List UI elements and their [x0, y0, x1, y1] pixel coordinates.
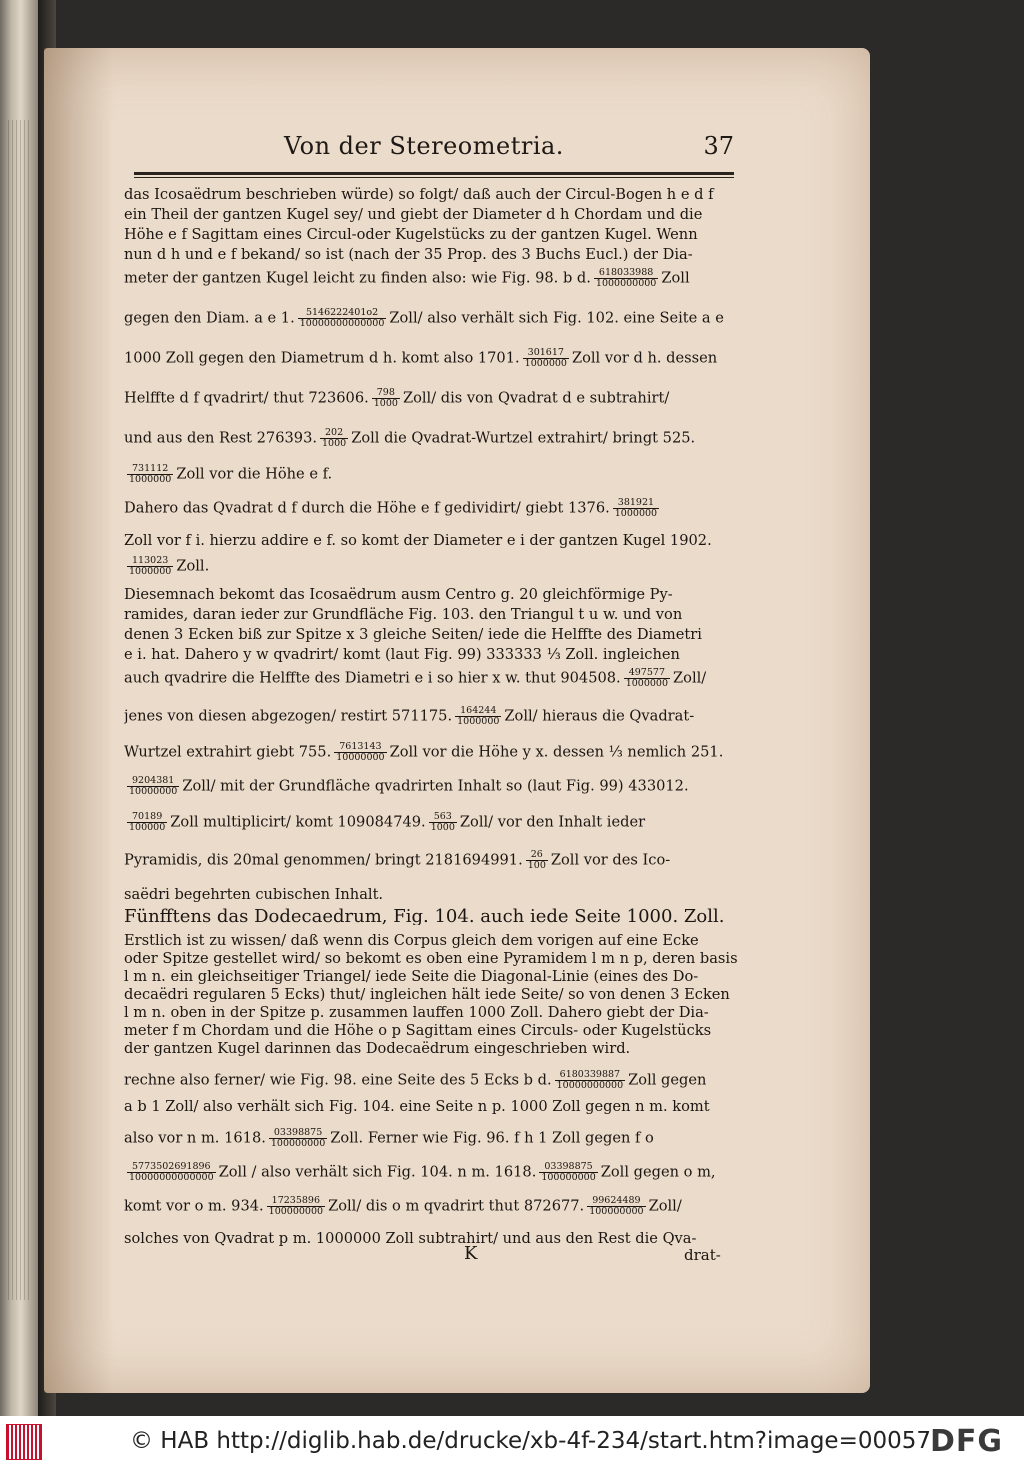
- fraction-denominator: 10000000000000: [129, 1172, 214, 1183]
- fraction: [127, 812, 167, 833]
- line-text: solches von Qvadrat p m. 1000000 Zoll subtrahirt/ und aus den Rest die Qva-: [124, 1230, 697, 1247]
- line-text: Zoll/ dis von Qvadrat d e subtrahirt/: [402, 389, 670, 407]
- page-header: [134, 132, 734, 172]
- fraction-numerator: 164244: [455, 706, 501, 717]
- text-line: [124, 1098, 744, 1115]
- text-line: [124, 464, 744, 485]
- line-text: rechne also ferner/ wie Fig. 98. eine Seite des 5 Ecks b d.: [124, 1071, 552, 1089]
- text-line: [124, 742, 744, 763]
- footer-bar: [0, 1416, 1024, 1466]
- line-text: a b 1 Zoll/ also verhält sich Fig. 104. eine Seite n p. 1000 Zoll gegen n m. komt: [124, 1098, 710, 1115]
- text-line: [124, 932, 744, 949]
- text-line: [124, 646, 744, 663]
- fraction-numerator: 381921: [613, 498, 659, 509]
- fraction: [127, 1162, 216, 1183]
- line-text: jenes von diesen abgezogen/ restirt 571175.: [124, 707, 453, 725]
- line-text: Zoll multiplicirt/ komt 109084749.: [170, 813, 426, 831]
- text-line: [124, 1070, 744, 1091]
- footer-url[interactable]: © HAB http://diglib.hab.de/drucke/xb-4f-234/start.htm?image=00057: [130, 1428, 932, 1454]
- line-text: l m n. ein gleichseitiger Triangel/ iede Seite die Diagonal-Linie (eines des Do-: [124, 968, 699, 985]
- text-line: [124, 606, 744, 623]
- text-line: [124, 776, 744, 797]
- dfg-logo: DFG: [930, 1424, 1004, 1459]
- line-text: Dahero das Qvadrat d f durch die Höhe e f gedividirt/ giebt 1376.: [124, 499, 610, 517]
- header-rule: [134, 172, 734, 175]
- fraction-numerator: 03398875: [539, 1162, 597, 1173]
- fraction-denominator: 100000: [129, 822, 166, 833]
- line-text: Zoll/ dis o m qvadrirt thut 872677.: [328, 1197, 585, 1215]
- text-line: [124, 668, 744, 689]
- text-line: [124, 706, 744, 727]
- line-text: Zoll: [661, 269, 690, 287]
- fraction: [334, 742, 386, 763]
- fraction-denominator: 1000000: [625, 678, 669, 689]
- fraction-numerator: 731112: [127, 464, 173, 475]
- fraction: [523, 348, 569, 369]
- fraction: [455, 706, 501, 727]
- line-text: 1000 Zoll gegen den Diametrum d h. komt also 1701.: [124, 349, 520, 367]
- fraction-denominator: 10000000000000: [299, 318, 385, 329]
- line-text: Diesemnach bekomt das Icosaëdrum ausm Centro g. 20 gleichförmige Py-: [124, 586, 673, 603]
- fraction-numerator: 03398875: [269, 1128, 327, 1139]
- line-text: meter der gantzen Kugel leicht zu finden also: wie Fig. 98. b d.: [124, 269, 591, 287]
- text-line: [124, 586, 744, 603]
- fraction-numerator: 99624489: [587, 1196, 645, 1207]
- header-rule-thin: [134, 177, 734, 178]
- line-text: Zoll/: [673, 669, 707, 687]
- fraction: [127, 556, 173, 577]
- line-text: nun d h und e f bekand/ so ist (nach der 35 Prop. des 3 Buchs Eucl.) der Dia-: [124, 246, 693, 263]
- line-text: denen 3 Ecken biß zur Spitze x 3 gleiche Seiten/ iede die Helffte des Diametri: [124, 626, 702, 643]
- text-line: [124, 226, 744, 243]
- fraction: [298, 308, 387, 329]
- line-text: und aus den Rest 276393.: [124, 429, 317, 447]
- line-text: e i. hat. Dahero y w qvadrirt/ komt (laut Fig. 99) 333333 ⅓ Zoll. ingleichen: [124, 646, 680, 663]
- fraction-numerator: 5773502691896: [127, 1162, 216, 1173]
- line-text: Helffte d f qvadrirt/ thut 723606.: [124, 389, 369, 407]
- line-text: gegen den Diam. a e 1.: [124, 309, 295, 327]
- fraction-numerator: 5146222401o2: [298, 308, 387, 319]
- fraction-numerator: 563: [429, 812, 457, 823]
- fraction-numerator: 26: [526, 850, 548, 861]
- fraction: [555, 1070, 626, 1091]
- fraction-numerator: 618033988: [594, 268, 658, 279]
- text-line: [124, 428, 744, 449]
- fraction-denominator: 1000000: [614, 508, 658, 519]
- line-text: Zoll/ also verhält sich Fig. 102. eine Seite a e: [389, 309, 724, 327]
- fraction: [613, 498, 659, 519]
- line-text: Zoll vor des Ico-: [550, 851, 671, 869]
- text-line: [124, 986, 744, 1003]
- line-text: meter f m Chordam und die Höhe o p Sagittam eines Circuls- oder Kugelstücks: [124, 1022, 712, 1039]
- line-text: Höhe e f Sagittam eines Circul-oder Kugelstücks zu der gantzen Kugel. Wenn: [124, 226, 698, 243]
- fraction-numerator: 6180339887: [555, 1070, 626, 1081]
- signature-mark: K: [464, 1243, 478, 1264]
- line-text: Zoll.: [176, 557, 210, 575]
- fraction-numerator: 7613143: [334, 742, 386, 753]
- fraction-denominator: 1000000: [524, 358, 567, 369]
- text-line: [124, 532, 744, 549]
- fraction-numerator: 70189: [127, 812, 167, 823]
- page-number: 37: [703, 132, 734, 160]
- line-text: Zoll/ mit der Grundfläche qvadrirten Inhalt so (laut Fig. 99) 433012.: [182, 777, 689, 795]
- text-line: [124, 1128, 744, 1149]
- text-line: [124, 1230, 744, 1247]
- text-line: [124, 1004, 744, 1021]
- book-page: [44, 48, 870, 1393]
- fraction: [429, 812, 457, 833]
- fraction-numerator: 301617: [523, 348, 569, 359]
- fraction-denominator: 100000000: [541, 1172, 596, 1183]
- fraction-denominator: 100: [527, 860, 546, 871]
- line-text: Zoll/ hieraus die Qvadrat-: [504, 707, 695, 725]
- text-line: [124, 1196, 744, 1217]
- catchword: drat-: [684, 1246, 721, 1264]
- fraction: [269, 1128, 327, 1149]
- text-line: [124, 968, 744, 985]
- line-text: Pyramidis, dis 20mal genommen/ bringt 2181694991.: [124, 851, 523, 869]
- fraction-numerator: 202: [320, 428, 348, 439]
- line-text: Wurtzel extrahirt giebt 755.: [124, 743, 332, 761]
- text-line: [124, 908, 744, 925]
- line-text: decaëdri regularen 5 Ecks) thut/ ingleichen hält iede Seite/ so von denen 3 Ecken: [124, 986, 730, 1003]
- fraction-denominator: 1000: [430, 822, 455, 833]
- fraction: [539, 1162, 597, 1183]
- text-line: [124, 1022, 744, 1039]
- line-text: ein Theil der gantzen Kugel sey/ und giebt der Diameter d h Chordam und die: [124, 206, 703, 223]
- fraction-denominator: 10000000: [336, 752, 385, 763]
- fraction-denominator: 1000: [322, 438, 347, 449]
- line-text: Zoll / also verhält sich Fig. 104. n m. 1618.: [218, 1163, 537, 1181]
- line-text: auch qvadrire die Helffte des Diametri e i so hier x w. thut 904508.: [124, 669, 621, 687]
- fraction-denominator: 1000: [373, 398, 398, 409]
- line-text: Zoll. Ferner wie Fig. 96. f h 1 Zoll gegen f o: [330, 1129, 654, 1147]
- fraction-denominator: 100000000: [589, 1206, 644, 1217]
- text-line: [124, 308, 744, 329]
- line-text: also vor n m. 1618.: [124, 1129, 266, 1147]
- text-line: [124, 348, 744, 369]
- line-text: Zoll vor d h. dessen: [571, 349, 718, 367]
- fraction: [127, 464, 173, 485]
- text-line: [124, 388, 744, 409]
- text-line: [124, 498, 744, 519]
- line-text: Zoll/: [648, 1197, 682, 1215]
- line-text: Erstlich ist zu wissen/ daß wenn dis Corpus gleich dem vorigen auf eine Ecke: [124, 932, 699, 949]
- line-text: Zoll gegen o m,: [600, 1163, 716, 1181]
- line-text: Zoll vor die Höhe y x. dessen ⅓ nemlich 251.: [389, 743, 724, 761]
- text-line: [124, 812, 744, 833]
- text-line: [124, 206, 744, 223]
- line-text: ramides, daran ieder zur Grundfläche Fig. 103. den Triangul t u w. und von: [124, 606, 683, 623]
- running-title: Von der Stereometria.: [284, 132, 564, 160]
- left-page-edges: [0, 0, 38, 1416]
- fraction-denominator: 10000000000: [556, 1080, 624, 1091]
- fraction-denominator: 1000000: [129, 474, 172, 485]
- line-text: komt vor o m. 934.: [124, 1197, 264, 1215]
- fraction-denominator: 100000000: [270, 1138, 326, 1149]
- fraction: [526, 850, 548, 871]
- fraction-numerator: 497577: [624, 668, 670, 679]
- text-line: [124, 268, 744, 289]
- line-text: Zoll vor die Höhe e f.: [176, 465, 333, 483]
- line-text: das Icosaëdrum beschrieben würde) so folgt/ daß auch der Circul-Bogen h e d f: [124, 186, 714, 203]
- fraction: [127, 776, 179, 797]
- line-text: der gantzen Kugel darinnen das Dodecaëdrum eingeschrieben wird.: [124, 1040, 631, 1057]
- line-text: saëdri begehrten cubischen Inhalt.: [124, 886, 384, 903]
- fraction-numerator: 113023: [127, 556, 173, 567]
- fraction-denominator: 100000000: [268, 1206, 324, 1217]
- text-line: [124, 886, 744, 903]
- text-line: [124, 246, 744, 263]
- fraction: [372, 388, 400, 409]
- text-line: [124, 556, 744, 577]
- text-line: [124, 950, 744, 967]
- fraction-numerator: 17235896: [267, 1196, 325, 1207]
- fraction-numerator: 798: [372, 388, 400, 399]
- fraction: [624, 668, 670, 689]
- text-line: [124, 1040, 744, 1057]
- fraction: [587, 1196, 645, 1217]
- line-text: l m n. oben in der Spitze p. zusammen lauffen 1000 Zoll. Dahero giebt der Dia-: [124, 1004, 709, 1021]
- fraction-denominator: 1000000: [129, 566, 172, 577]
- text-line: [124, 186, 744, 203]
- fraction: [594, 268, 658, 289]
- text-line: [124, 1162, 744, 1183]
- barcode-icon: [6, 1424, 42, 1460]
- line-text: Fünfftens das Dodecaedrum, Fig. 104. auch iede Seite 1000. Zoll.: [124, 908, 725, 925]
- fraction-denominator: 1000000: [457, 716, 500, 727]
- text-line: [124, 626, 744, 643]
- line-text: Zoll/ vor den Inhalt ieder: [459, 813, 646, 831]
- fraction-denominator: 1000000000: [595, 278, 657, 289]
- fraction: [320, 428, 348, 449]
- text-line: [124, 850, 744, 871]
- fraction-denominator: 10000000: [129, 786, 178, 797]
- line-text: Zoll die Qvadrat-Wurtzel extrahirt/ bringt 525.: [351, 429, 696, 447]
- fraction-numerator: 9204381: [127, 776, 179, 787]
- line-text: Zoll vor f i. hierzu addire e f. so komt der Diameter e i der gantzen Kugel 1902.: [124, 532, 712, 549]
- line-text: Zoll gegen: [628, 1071, 707, 1089]
- fraction: [267, 1196, 325, 1217]
- line-text: oder Spitze gestellet wird/ so bekomt es oben eine Pyramidem l m n p, deren basis: [124, 950, 738, 967]
